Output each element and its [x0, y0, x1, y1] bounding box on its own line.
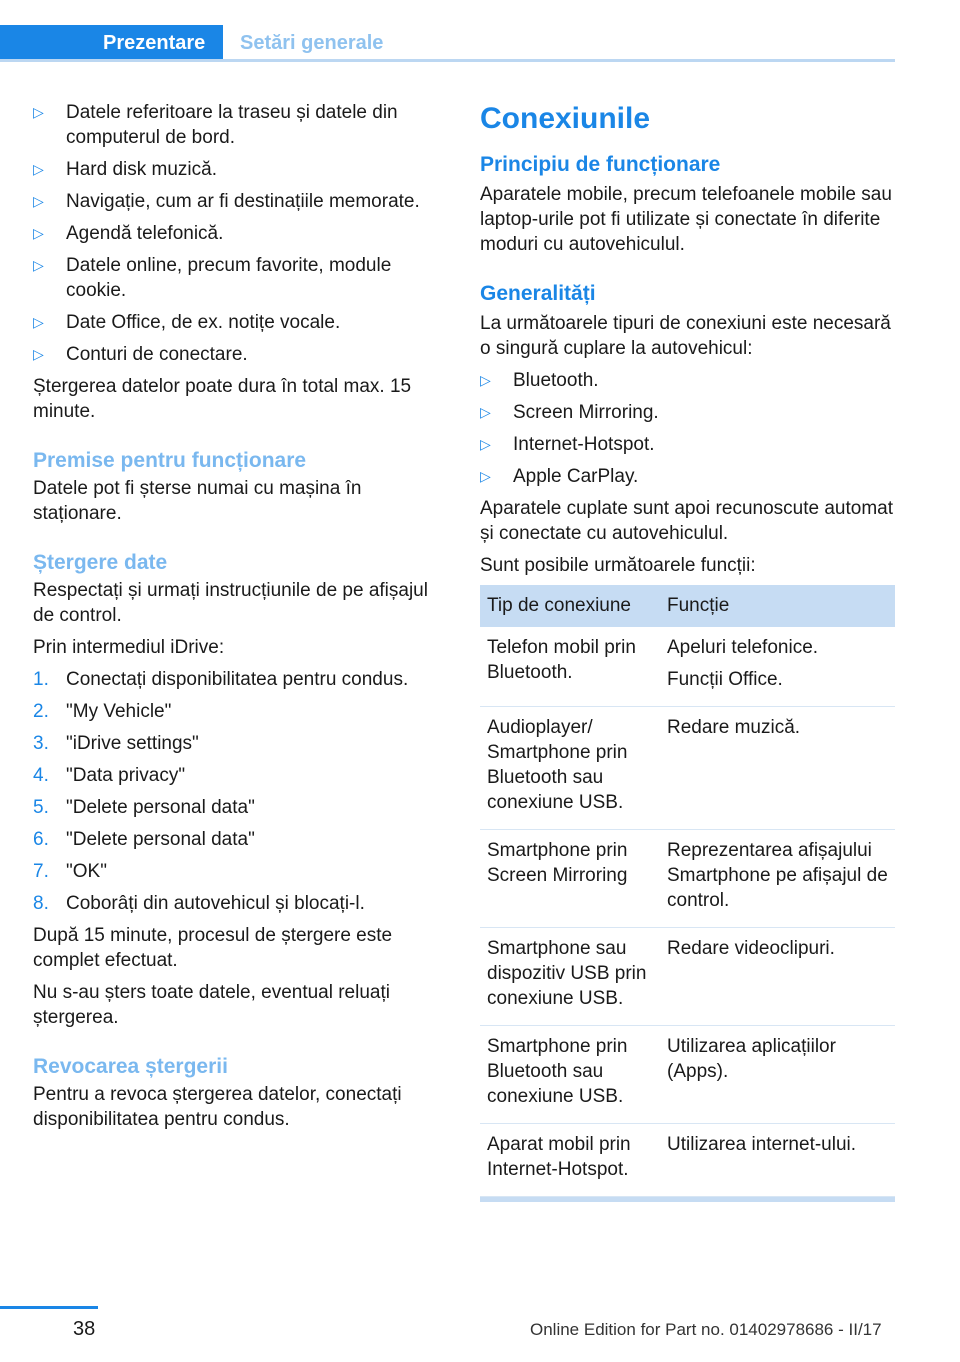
table-row: [480, 1124, 895, 1197]
page-number: 38: [73, 1318, 96, 1340]
triangle-bullet-icon: ▷: [33, 104, 44, 120]
header-rule: [0, 59, 895, 62]
triangle-bullet-icon: ▷: [480, 436, 491, 452]
general-heading: Generalități: [480, 282, 596, 305]
table-row: [480, 928, 895, 1026]
left-column: [33, 100, 453, 1139]
triangle-bullet-icon: ▷: [33, 346, 44, 362]
edition-text: Online Edition for Part no. 01402978686 - II/17: [530, 1320, 882, 1339]
connection-type-cell: Smartphone prin Screen Mirroring: [480, 830, 660, 928]
step-item: 7. "OK": [33, 861, 107, 882]
idrive-intro-text: Prin intermediul iDrive:: [33, 637, 225, 658]
triangle-bullet-icon: ▷: [480, 372, 491, 388]
function-cell: Apeluri telefonice. Funcții Office.: [660, 627, 895, 707]
premise-text: Datele pot fi șterse numai cu mașina în staționare.: [33, 478, 362, 524]
page-header: [0, 25, 895, 63]
step-item: 2. "My Vehicle": [33, 701, 172, 722]
list-item: ▷ Bluetooth.: [480, 370, 599, 391]
step-item: 6. "Delete personal data": [33, 829, 255, 850]
connections-heading: Conexiunile: [480, 102, 651, 135]
table-row: [480, 627, 895, 707]
list-item: ▷ Conturi de conectare.: [33, 344, 248, 365]
completion-text: După 15 minute, procesul de ștergere este complet efectuat.: [33, 925, 393, 971]
list-item: ▷ Internet-Hotspot.: [480, 434, 655, 455]
column-header-function: Funcție: [660, 585, 895, 627]
triangle-bullet-icon: ▷: [33, 314, 44, 330]
connection-types-list: [480, 368, 895, 489]
table-bottom-rule: [480, 1197, 895, 1202]
triangle-bullet-icon: ▷: [33, 257, 44, 273]
connection-type-cell: Aparat mobil prin Internet-Hotspot.: [480, 1124, 660, 1197]
list-item: ▷ Apple CarPlay.: [480, 466, 639, 487]
list-item: ▷ Hard disk muzică.: [33, 159, 217, 180]
list-item: ▷ Screen Mirroring.: [480, 402, 659, 423]
step-item: 8. Coborâți din autovehicul și blocați-l.: [33, 893, 365, 914]
triangle-bullet-icon: ▷: [480, 404, 491, 420]
function-cell: Utilizarea aplicațiilor (Apps).: [660, 1026, 895, 1124]
table-row: [480, 1026, 895, 1124]
list-item: ▷ Date Office, de ex. notițe vocale.: [33, 312, 341, 333]
tab-setari-generale[interactable]: Setări generale: [223, 25, 895, 61]
connection-type-cell: Smartphone prin Bluetooth sau conexiune USB.: [480, 1026, 660, 1124]
delete-instructions-text: Respectați și urmați instrucțiunile de pe afișajul de control.: [33, 580, 428, 626]
connection-type-cell: Audioplayer/ Smartphone prin Bluetooth sau conexiune USB.: [480, 707, 660, 830]
principle-heading: Principiu de funcționare: [480, 153, 721, 176]
right-column: [480, 100, 895, 1202]
revoke-heading: Revocarea ștergerii: [33, 1055, 228, 1078]
function-cell: Redare videoclipuri.: [660, 928, 895, 1026]
premise-heading: Premise pentru funcționare: [33, 449, 307, 472]
table-header-row: [480, 585, 895, 627]
principle-text: Aparatele mobile, precum telefoanele mobile sau laptop-urile pot fi utilizate și conectate în diferite moduri cu autovehiculul.: [480, 184, 892, 255]
function-cell: Reprezentarea afișajului Smartphone pe afișajul de control.: [660, 830, 895, 928]
delete-heading: Ștergere date: [33, 551, 168, 574]
list-item: ▷ Navigație, cum ar fi destinațiile memorate.: [33, 191, 420, 212]
general-text: La următoarele tipuri de conexiuni este necesară o singură cuplare la autovehicul:: [480, 313, 891, 359]
step-item: 5. "Delete personal data": [33, 797, 255, 818]
connection-type-cell: Telefon mobil prin Bluetooth.: [480, 627, 660, 707]
list-item: ▷ Datele referitoare la traseu și datele din computerul de bord.: [33, 102, 398, 148]
table-row: [480, 707, 895, 830]
data-types-list: [33, 100, 453, 367]
step-item: 3. "iDrive settings": [33, 733, 199, 754]
footer-rule: [0, 1306, 98, 1309]
tab-prezentare[interactable]: Prezentare: [0, 25, 223, 61]
delete-steps-list: [33, 667, 453, 916]
list-item: ▷ Datele online, precum favorite, module cookie.: [33, 255, 392, 301]
function-cell: Redare muzică.: [660, 707, 895, 830]
triangle-bullet-icon: ▷: [33, 193, 44, 209]
revoke-text: Pentru a revoca ștergerea datelor, conectați disponibilitatea pentru condus.: [33, 1084, 402, 1130]
triangle-bullet-icon: ▷: [33, 225, 44, 241]
table-row: [480, 830, 895, 928]
function-cell: Utilizarea internet-ului.: [660, 1124, 895, 1197]
connections-table: [480, 585, 895, 1197]
auto-connect-text: Aparatele cuplate sunt apoi recunoscute automat și conectate cu autovehiculul.: [480, 498, 893, 544]
list-item: ▷ Agendă telefonică.: [33, 223, 224, 244]
column-header-type: Tip de conexiune: [480, 585, 660, 627]
delete-duration-text: Ștergerea datelor poate dura în total max. 15 minute.: [33, 376, 412, 422]
functions-intro-text: Sunt posibile următoarele funcții:: [480, 555, 756, 576]
step-item: 4. "Data privacy": [33, 765, 186, 786]
connection-type-cell: Smartphone sau dispozitiv USB prin conexiune USB.: [480, 928, 660, 1026]
retry-text: Nu s-au șters toate datele, eventual reluați ștergerea.: [33, 982, 390, 1028]
step-item: 1. Conectați disponibilitatea pentru condus.: [33, 669, 409, 690]
triangle-bullet-icon: ▷: [480, 468, 491, 484]
triangle-bullet-icon: ▷: [33, 161, 44, 177]
